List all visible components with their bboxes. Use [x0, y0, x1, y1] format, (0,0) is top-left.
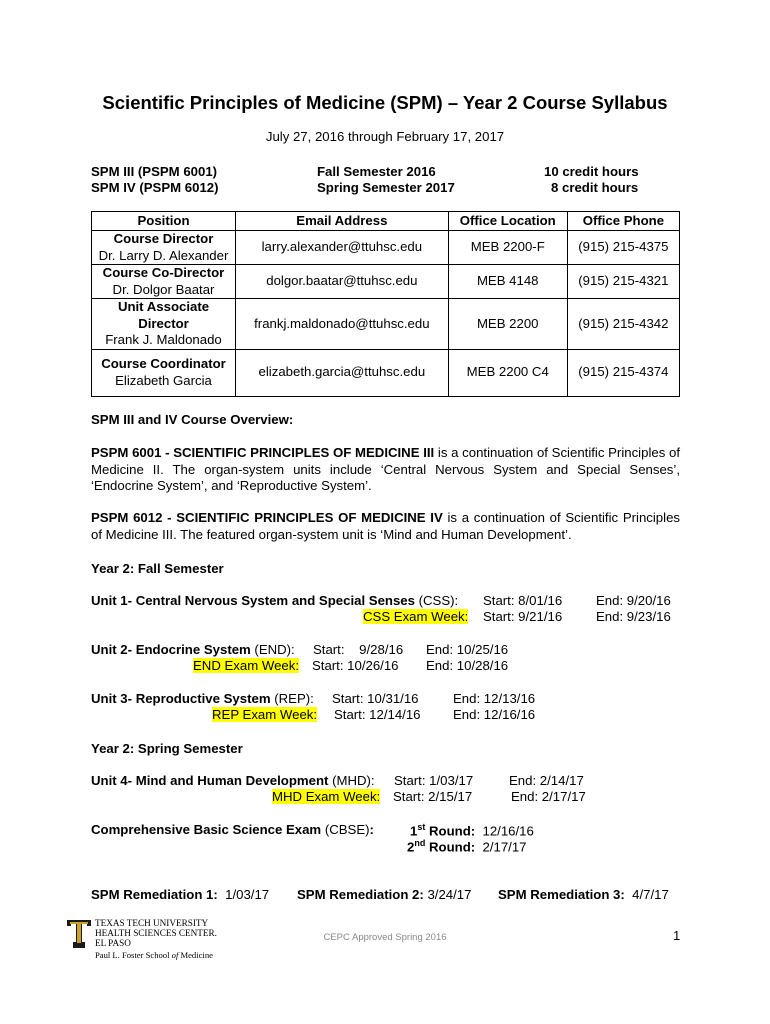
remediation-date: 1/03/17 — [217, 887, 270, 902]
unit-prefix: Unit 1- — [91, 593, 136, 608]
logo-line: TEXAS TECH UNIVERSITY — [95, 918, 209, 928]
cbse-round-2 — [407, 838, 526, 854]
remediation-3 — [498, 887, 669, 902]
unit-line — [91, 642, 295, 657]
table-header-row — [92, 212, 680, 231]
exam-week-label: REP Exam Week: — [212, 707, 318, 722]
unit-line — [91, 773, 375, 788]
unit-abbr: (REP): — [270, 691, 314, 706]
remediation-1 — [91, 887, 269, 902]
email-cell: frankj.maldonado@ttuhsc.edu — [236, 299, 449, 350]
email-cell: larry.alexander@ttuhsc.edu — [236, 231, 449, 265]
office-cell: MEB 4148 — [448, 265, 567, 299]
round-label: Round: — [425, 839, 476, 855]
position-cell — [92, 265, 236, 299]
course-semester: Spring Semester 2017 — [317, 180, 455, 195]
exam-week-label: END Exam Week: — [193, 658, 300, 673]
overview-heading: SPM III and IV Course Overview: — [91, 412, 294, 427]
phone-cell: (915) 215-4321 — [567, 265, 679, 299]
round-suffix: nd — [414, 838, 426, 848]
person-name: Dr. Dolgor Baatar — [112, 281, 215, 297]
course-credits: 10 credit hours — [544, 164, 639, 179]
position-cell — [92, 231, 236, 265]
header-office: Office Location — [448, 212, 567, 231]
round-label: Round: — [425, 823, 476, 839]
office-cell: MEB 2200 — [448, 299, 567, 350]
unit-prefix: Unit 2- — [91, 642, 136, 657]
role-label: Unit Associate Director — [117, 299, 210, 331]
unit-end: End: 2/14/17 — [509, 773, 584, 788]
round-number: 1 — [410, 823, 418, 839]
unit-name: Endocrine System — [135, 642, 251, 657]
exam-start: Start: 9/21/16 — [483, 609, 563, 624]
table-row — [92, 299, 680, 350]
unit-start: Start: 1/03/17 — [394, 773, 474, 788]
exam-week-label: CSS Exam Week: — [363, 609, 469, 624]
unit-start: Start: 8/01/16 — [483, 593, 563, 608]
overview-paragraph — [91, 445, 680, 495]
course-credits: 8 credit hours — [551, 180, 639, 195]
overview-text: is a continuation of Scientific Principles of Medicine III. The featured organ-system unit is ‘Mind and Human Development’. — [91, 510, 680, 542]
school-name — [95, 950, 213, 960]
table-row — [92, 349, 680, 396]
unit-prefix: Unit 4- — [91, 773, 136, 788]
cbse-round-1 — [410, 822, 534, 838]
unit-line — [91, 593, 458, 608]
logo-line: HEALTH SCIENCES CENTER. — [95, 928, 217, 938]
role-label: Course Director — [113, 231, 214, 246]
school-name-of: of — [171, 950, 179, 960]
person-name: Elizabeth Garcia — [115, 372, 212, 388]
phone-cell: (915) 215-4342 — [567, 299, 679, 350]
exam-week-label: MHD Exam Week: — [272, 789, 381, 804]
exam-start: Start: 12/14/16 — [334, 707, 421, 722]
position-cell — [92, 299, 236, 350]
unit-name: Mind and Human Development — [135, 773, 329, 788]
exam-end: End: 2/17/17 — [511, 789, 586, 804]
logo-line: EL PASO — [95, 938, 131, 948]
course-code: SPM III (PSPM 6001) — [91, 164, 218, 179]
unit-name: Central Nervous System and Special Senses — [135, 593, 415, 608]
unit-start: Start: 10/31/16 — [332, 691, 419, 706]
course-name: PSPM 6012 - SCIENTIFIC PRINCIPLES OF MEDICINE IV — [91, 510, 443, 525]
phone-cell: (915) 215-4375 — [567, 231, 679, 265]
spring-heading: Year 2: Spring Semester — [91, 741, 243, 756]
exam-end: End: 10/28/16 — [426, 658, 509, 673]
table-row — [92, 265, 680, 299]
unit-abbr: (END): — [250, 642, 295, 657]
exam-start: Start: 10/26/16 — [312, 658, 399, 673]
unit-abbr: (CSS): — [414, 593, 459, 608]
exam-end: End: 9/23/16 — [596, 609, 671, 624]
date-range: July 27, 2016 through February 17, 2017 — [265, 129, 505, 144]
course-code: SPM IV (PSPM 6012) — [91, 180, 219, 195]
remediation-date: 4/7/17 — [624, 887, 669, 902]
cbse-label — [91, 822, 374, 837]
table-row — [92, 231, 680, 265]
round-suffix: st — [417, 822, 426, 832]
unit-end: End: 9/20/16 — [596, 593, 671, 608]
page-number: 1 — [673, 928, 681, 943]
cbse-colon: : — [369, 822, 374, 837]
role-label: Course Co-Director — [102, 265, 225, 280]
fall-heading: Year 2: Fall Semester — [91, 561, 224, 576]
header-phone: Office Phone — [567, 212, 679, 231]
approval-note: CEPC Approved Spring 2016 — [323, 932, 447, 943]
school-name-text: Paul L. Foster School — [95, 950, 172, 960]
remediation-label: SPM Remediation 1: — [91, 887, 218, 902]
unit-line — [91, 691, 314, 706]
cbse-name: Comprehensive Basic Science Exam — [91, 822, 322, 837]
page-title: Scientific Principles of Medicine (SPM) – Year 2 Course Syllabus — [102, 92, 668, 113]
role-label: Course Coordinator — [101, 356, 226, 371]
overview-paragraph — [91, 510, 680, 543]
course-name: PSPM 6001 - SCIENTIFIC PRINCIPLES OF MEDICINE III — [91, 445, 435, 460]
course-semester: Fall Semester 2016 — [317, 164, 436, 179]
header-position: Position — [92, 212, 236, 231]
round-date: 2/17/17 — [475, 839, 527, 855]
office-cell: MEB 2200-F — [448, 231, 567, 265]
unit-name: Reproductive System — [135, 691, 271, 706]
exam-start: Start: 2/15/17 — [393, 789, 473, 804]
header-email: Email Address — [236, 212, 449, 231]
remediation-2 — [297, 887, 471, 902]
position-cell — [92, 349, 236, 396]
remediation-label: SPM Remediation 3: — [498, 887, 625, 902]
unit-end: End: 12/13/16 — [453, 691, 536, 706]
cbse-abbr: (CBSE) — [321, 822, 370, 837]
email-cell: dolgor.baatar@ttuhsc.edu — [236, 265, 449, 299]
remediation-label: SPM Remediation 2: — [297, 887, 424, 902]
round-number: 2 — [407, 839, 415, 855]
exam-end: End: 12/16/16 — [453, 707, 536, 722]
person-name: Frank J. Maldonado — [105, 332, 222, 347]
unit-prefix: Unit 3- — [91, 691, 136, 706]
school-name-text: Medicine — [178, 950, 213, 960]
contacts-table — [91, 211, 680, 397]
phone-cell: (915) 215-4374 — [567, 349, 679, 396]
office-cell: MEB 2200 C4 — [448, 349, 567, 396]
unit-start: Start: 9/28/16 — [313, 642, 404, 657]
email-cell: elizabeth.garcia@ttuhsc.edu — [236, 349, 449, 396]
round-date: 12/16/16 — [475, 823, 534, 839]
overview-text: is a continuation of Scientific Principles of Medicine II. The organ-system units include ‘Central Nervous System and Special Senses’, ‘Endocrine System’, and ‘Reproductive System’. — [91, 445, 680, 494]
person-name: Dr. Larry D. Alexander — [98, 247, 229, 263]
remediation-date: 3/24/17 — [423, 887, 472, 902]
unit-abbr: (MHD): — [328, 773, 375, 788]
unit-end: End: 10/25/16 — [426, 642, 509, 657]
